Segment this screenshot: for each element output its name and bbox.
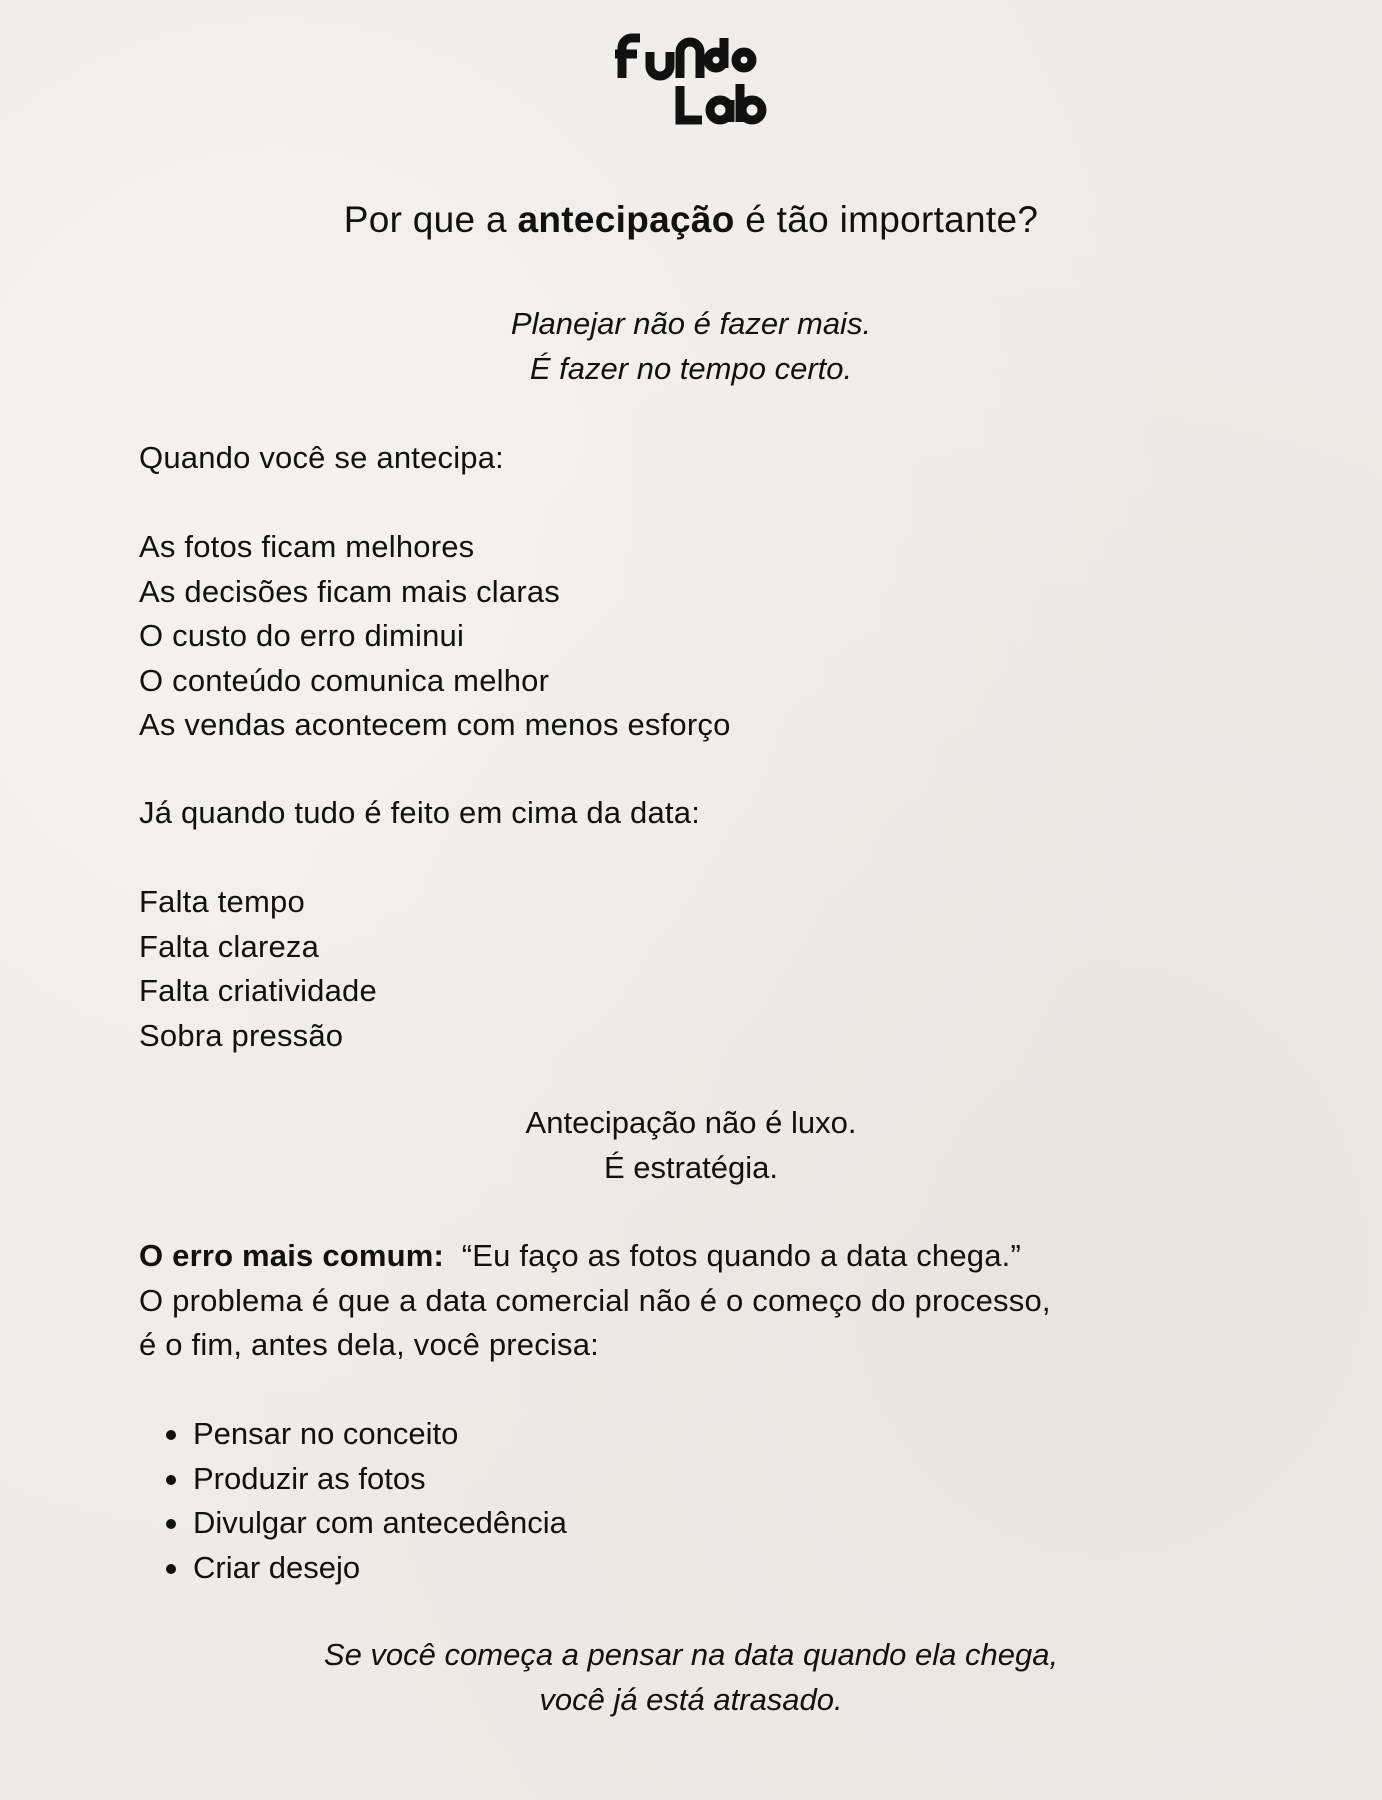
last-minute-section <box>139 791 700 1058</box>
bullet-icon <box>166 1564 176 1574</box>
statement-line-1: Antecipação não é luxo. <box>525 1105 857 1140</box>
common-mistake-section <box>139 1234 1051 1368</box>
anticipate-item: As fotos ficam melhores <box>139 529 475 564</box>
list-item-label: Criar desejo <box>193 1549 361 1585</box>
list-item-label: Pensar no conceito <box>193 1416 459 1451</box>
list-item <box>139 1546 567 1591</box>
page-title <box>0 199 1382 241</box>
bullet-icon <box>166 1430 176 1440</box>
list-item <box>139 1412 567 1457</box>
closing-quote-line-2: você já está atrasado. <box>539 1681 843 1717</box>
last-minute-heading: Já quando tudo é feito em cima da data: <box>139 795 701 830</box>
list-item-label: Divulgar com antecedência <box>193 1505 567 1540</box>
anticipate-item: As decisões ficam mais claras <box>139 573 560 609</box>
bullet-icon <box>166 1475 176 1485</box>
title-emphasis: antecipação <box>517 199 735 240</box>
last-minute-item: Sobra pressão <box>139 1017 344 1053</box>
closing-quote <box>0 1633 1382 1722</box>
anticipate-item: As vendas acontecem com menos esforço <box>139 707 731 742</box>
bullet-icon <box>166 1519 176 1529</box>
common-mistake-line-3: é o fim, antes dela, você precisa: <box>139 1327 599 1362</box>
last-minute-item: Falta criatividade <box>139 973 377 1008</box>
last-minute-item: Falta tempo <box>139 884 305 919</box>
intro-quote-line-2: É fazer no tempo certo. <box>529 350 853 386</box>
title-prefix: Por que a <box>343 199 518 240</box>
common-mistake-label: O erro mais comum: <box>139 1238 445 1273</box>
common-mistake-quote: “Eu faço as fotos quando a data chega.” <box>461 1238 1022 1273</box>
anticipate-item: O custo do erro diminui <box>139 618 465 653</box>
common-mistake-line-2: O problema é que a data comercial não é o começo do processo, <box>139 1282 1051 1318</box>
last-minute-item: Falta clareza <box>139 928 320 964</box>
anticipate-section <box>139 436 731 748</box>
intro-quote <box>0 302 1382 391</box>
common-mistake-line-1 <box>139 1234 1051 1279</box>
closing-quote-line-1: Se você começa a pensar na data quando ela chega, <box>323 1637 1059 1672</box>
statement-line-2: É estratégia. <box>603 1149 779 1185</box>
anticipate-item: O conteúdo comunica melhor <box>139 662 550 698</box>
fundo-lab-logo <box>612 30 772 130</box>
list-item <box>139 1501 567 1546</box>
list-item <box>139 1457 567 1502</box>
statement <box>0 1101 1382 1190</box>
intro-quote-line-1: Planejar não é fazer mais. <box>510 306 872 341</box>
title-suffix: é tão importante? <box>734 199 1039 240</box>
list-item-label: Produzir as fotos <box>193 1460 426 1496</box>
anticipate-heading: Quando você se antecipa: <box>139 440 504 475</box>
steps-list <box>139 1412 567 1590</box>
